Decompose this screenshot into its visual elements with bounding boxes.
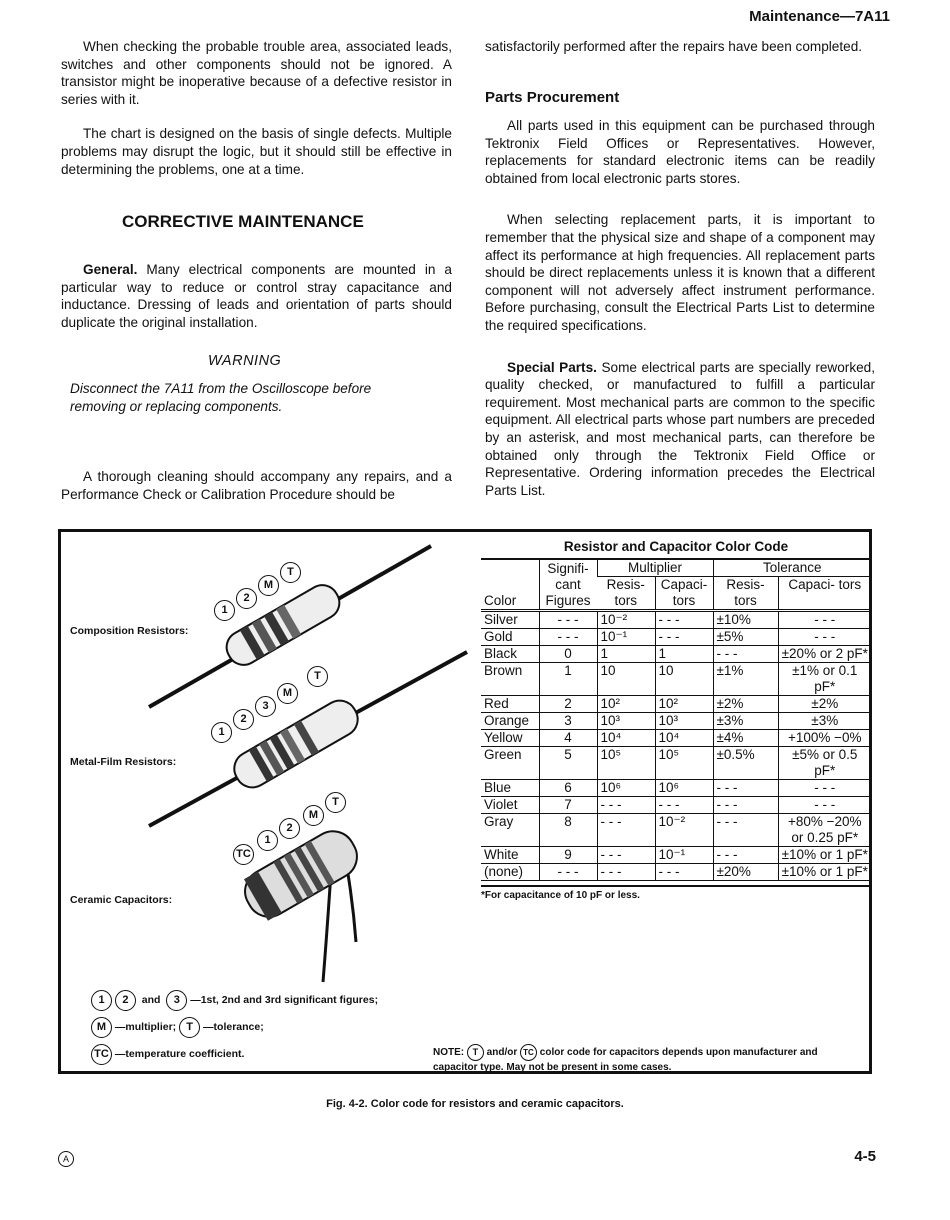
table-row (481, 696, 871, 713)
paragraph-replacement: When selecting replacement parts, it is important to remember that the physical size and shape of a component may affect its performance at high frequencies. All replacement parts should be direct replacements unless it is known that a different component will not adversely affect instrument performance. Before purchasing, consult the Electrical Parts List to determine the required specifications. (485, 212, 875, 333)
cleaning-paragraph (61, 468, 452, 503)
color-code-table-block (481, 536, 871, 901)
legend-callout-1: 1 (91, 990, 112, 1011)
section-heading-parts: Parts Procurement (485, 89, 620, 106)
color-cell: Violet (484, 797, 518, 812)
legend-callout-3: 3 (166, 990, 187, 1011)
legend-multiplier-tolerance (91, 1014, 471, 1041)
legend-callout-tc: TC (91, 1044, 112, 1065)
mult-cap-cell: 10⁻² (655, 814, 713, 847)
color-cell: Gray (484, 814, 514, 829)
table-footnote: *For capacitance of 10 pF or less. (481, 885, 871, 901)
mult-cap-cell: 10⁵ (655, 747, 713, 780)
sig-figures-cell: - - - (539, 611, 597, 629)
tol-cap-cell: - - - (778, 611, 871, 629)
sig-figures-cell: 6 (539, 780, 597, 797)
sig-figures-cell: 4 (539, 730, 597, 747)
callout-m-composition: M (258, 575, 279, 596)
header-tol-cap: Capaci- tors (788, 577, 862, 592)
mult-res-cell: 10⁶ (597, 780, 655, 797)
callout-m-ceramic: M (303, 805, 324, 826)
tol-res-cell: - - - (713, 646, 778, 663)
mult-res-cell: - - - (597, 864, 655, 881)
mult-res-cell: - - - (597, 797, 655, 814)
warning-title: WARNING (208, 353, 282, 369)
color-code-table (481, 558, 871, 881)
callout-t-ceramic: T (325, 792, 346, 813)
note-callout-tc: TC (520, 1044, 537, 1061)
tol-res-cell: ±2% (713, 696, 778, 713)
sig-figures-cell: - - - (539, 864, 597, 881)
color-cell: Gold (484, 629, 513, 644)
right-column (485, 38, 875, 56)
label-composition: Composition Resistors: (70, 625, 189, 637)
header-multiplier: Multiplier (627, 560, 682, 575)
legend-significant (91, 987, 471, 1014)
mult-res-cell: 1 (597, 646, 655, 663)
mult-res-cell: 10² (597, 696, 655, 713)
callout-tc-ceramic: TC (233, 844, 254, 865)
general-paragraph (61, 261, 452, 331)
ceramic-capacitor-drawing (237, 823, 365, 982)
mult-cap-cell: 10⁴ (655, 730, 713, 747)
sig-figures-cell: 0 (539, 646, 597, 663)
header-mult-res: Resis- tors (606, 577, 645, 608)
figure-legend (91, 987, 471, 1068)
parts-paragraphs (485, 117, 875, 499)
header-tol-res: Resis- tors (726, 577, 765, 608)
mult-cap-cell: 10⁶ (655, 780, 713, 797)
color-code-figure (58, 529, 872, 1074)
legend-tc-text: —temperature coefficient. (114, 1048, 245, 1060)
table-row (481, 611, 871, 629)
header-significant: Signifi- cant Figures (545, 561, 591, 608)
callout-t-metal: T (307, 666, 328, 687)
paragraph-continued: satisfactorily performed after the repairs have been completed. (485, 39, 863, 54)
color-cell: Black (484, 646, 518, 661)
color-cell: Brown (484, 663, 523, 678)
color-cell: Orange (484, 713, 530, 728)
paragraph-parts-purchase: All parts used in this equipment can be purchased through Tektronix Field Offices or Representatives. However, replacements for standard electronic items can be readily obtained from local electronic parts stores. (485, 118, 875, 186)
table-row (481, 847, 871, 864)
tol-cap-cell: +80% −20% or 0.25 pF* (778, 814, 871, 847)
figure-caption: Fig. 4-2. Color code for resistors and ceramic capacitors. (326, 1098, 624, 1110)
sig-figures-cell: 1 (539, 663, 597, 696)
mult-res-cell: 10 (597, 663, 655, 696)
label-ceramic: Ceramic Capacitors: (70, 894, 173, 906)
mult-cap-cell: 10⁻¹ (655, 847, 713, 864)
table-row (481, 646, 871, 663)
tol-cap-cell: +100% −0% (778, 730, 871, 747)
table-row (481, 730, 871, 747)
header-mult-cap: Capaci- tors (660, 577, 708, 608)
general-text: Many electrical components are mounted in a particular way to reduce or control stray capacitance and inductance. Dressing of leads and orientation of parts should duplicate the original installation. (61, 262, 452, 330)
note-andor: and/or (486, 1047, 518, 1059)
note-text: color code for capacitors depends upon manufacturer and capacitor type. May not be present in some cases. (433, 1047, 818, 1073)
legend-and: and (141, 994, 161, 1006)
callout-m-metal: M (277, 683, 298, 704)
mult-cap-cell: 10² (655, 696, 713, 713)
tol-cap-cell: ±1% or 0.1 pF* (778, 663, 871, 696)
mult-res-cell: 10⁻¹ (597, 629, 655, 646)
mult-cap-cell: - - - (655, 864, 713, 881)
mult-res-cell: - - - (597, 814, 655, 847)
tol-cap-cell: - - - (778, 797, 871, 814)
callout-2-ceramic: 2 (279, 818, 300, 839)
tol-res-cell: ±4% (713, 730, 778, 747)
tol-res-cell: - - - (713, 780, 778, 797)
note-lead: NOTE: (433, 1047, 465, 1059)
table-title: Resistor and Capacitor Color Code (563, 539, 789, 554)
figure-note (433, 1044, 863, 1074)
callout-2-composition: 2 (236, 588, 257, 609)
mult-cap-cell: 1 (655, 646, 713, 663)
legend-callout-2: 2 (115, 990, 136, 1011)
color-cell: (none) (484, 864, 524, 879)
mult-res-cell: - - - (597, 847, 655, 864)
legend-tol-text: —tolerance; (203, 1021, 264, 1033)
callout-1-ceramic: 1 (257, 830, 278, 851)
tol-res-cell: ±20% (713, 864, 778, 881)
legend-mult-text: —multiplier; (114, 1021, 177, 1033)
legend-sig-text: —1st, 2nd and 3rd significant figures; (190, 994, 379, 1006)
table-row (481, 797, 871, 814)
tol-res-cell: - - - (713, 847, 778, 864)
callout-3-metal: 3 (255, 696, 276, 717)
page-number: 4-5 (854, 1148, 876, 1165)
mult-res-cell: 10⁴ (597, 730, 655, 747)
header-color: Color (484, 593, 517, 608)
callout-t-composition: T (280, 562, 301, 583)
callout-2-metal: 2 (233, 709, 254, 730)
section-heading-corrective: CORRECTIVE MAINTENANCE (122, 212, 364, 231)
mult-cap-cell: 10 (655, 663, 713, 696)
tol-cap-cell: - - - (778, 629, 871, 646)
sig-figures-cell: 3 (539, 713, 597, 730)
mult-cap-cell: - - - (655, 629, 713, 646)
mult-res-cell: 10³ (597, 713, 655, 730)
mult-cap-cell: - - - (655, 797, 713, 814)
note-callout-t: T (467, 1044, 484, 1061)
table-row (481, 780, 871, 797)
mult-res-cell: 10⁻² (597, 611, 655, 629)
running-header: Maintenance—7A11 (749, 8, 890, 25)
paragraph-chart-design: The chart is designed on the basis of single defects. Multiple problems may disrupt the logic, but it should still be effective in determining the problems, one at a time. (61, 126, 452, 177)
tol-res-cell: - - - (713, 814, 778, 847)
legend-callout-t: T (179, 1017, 200, 1038)
callout-1-composition: 1 (214, 600, 235, 621)
tol-res-cell: ±1% (713, 663, 778, 696)
color-cell: Green (484, 747, 522, 762)
tol-res-cell: ±5% (713, 629, 778, 646)
callout-1-metal: 1 (211, 722, 232, 743)
table-row (481, 713, 871, 730)
left-column (61, 38, 452, 178)
tol-res-cell: ±10% (713, 611, 778, 629)
table-row (481, 747, 871, 780)
special-text: Some electrical parts are specially reworked, quality checked, or manufactured to fulfill a particular requirement. Most mechanical parts are common to the specific equipment. All electrical parts whose part numbers are preceded by an asterisk, and most mechanical parts, can therefore be obtained only through the Tektronix Field Office or Representative. Ordering information precedes the Electrical Parts List. (485, 359, 876, 498)
tol-cap-cell: ±20% or 2 pF* (778, 646, 871, 663)
legend-callout-m: M (91, 1017, 112, 1038)
special-lead: Special Parts. (507, 359, 597, 375)
table-row (481, 864, 871, 881)
footer-mark: A (58, 1151, 74, 1167)
tol-res-cell: ±0.5% (713, 747, 778, 780)
sig-figures-cell: - - - (539, 629, 597, 646)
header-tolerance: Tolerance (762, 560, 822, 575)
tol-cap-cell: ±5% or 0.5 pF* (778, 747, 871, 780)
color-cell: White (484, 847, 519, 862)
warning-text: Disconnect the 7A11 from the Oscilloscope before removing or replacing components. (70, 381, 372, 414)
tol-cap-cell: ±10% or 1 pF* (778, 847, 871, 864)
mult-res-cell: 10⁵ (597, 747, 655, 780)
sig-figures-cell: 8 (539, 814, 597, 847)
tol-cap-cell: - - - (778, 780, 871, 797)
table-row (481, 629, 871, 646)
sig-figures-cell: 7 (539, 797, 597, 814)
color-cell: Blue (484, 780, 512, 795)
label-metal-film: Metal-Film Resistors: (70, 756, 177, 768)
tol-cap-cell: ±2% (778, 696, 871, 713)
color-cell: Silver (484, 612, 518, 627)
color-cell: Red (484, 696, 509, 711)
table-row (481, 663, 871, 696)
sig-figures-cell: 5 (539, 747, 597, 780)
color-cell: Yellow (484, 730, 523, 745)
legend-temp-coefficient (91, 1041, 471, 1068)
sig-figures-cell: 9 (539, 847, 597, 864)
mult-cap-cell: - - - (655, 611, 713, 629)
sig-figures-cell: 2 (539, 696, 597, 713)
mult-cap-cell: 10³ (655, 713, 713, 730)
general-lead: General. (83, 262, 138, 277)
tol-cap-cell: ±10% or 1 pF* (778, 864, 871, 881)
tol-res-cell: ±3% (713, 713, 778, 730)
paragraph-trouble-area: When checking the probable trouble area, associated leads, switches and other components should not be ignored. A transistor might be inoperative because of a defective resistor in series with it. (61, 39, 452, 107)
tol-cap-cell: ±3% (778, 713, 871, 730)
table-row (481, 814, 871, 847)
cleaning-text: A thorough cleaning should accompany any repairs, and a Performance Check or Calibration Procedure should be (61, 469, 452, 502)
tol-res-cell: - - - (713, 797, 778, 814)
